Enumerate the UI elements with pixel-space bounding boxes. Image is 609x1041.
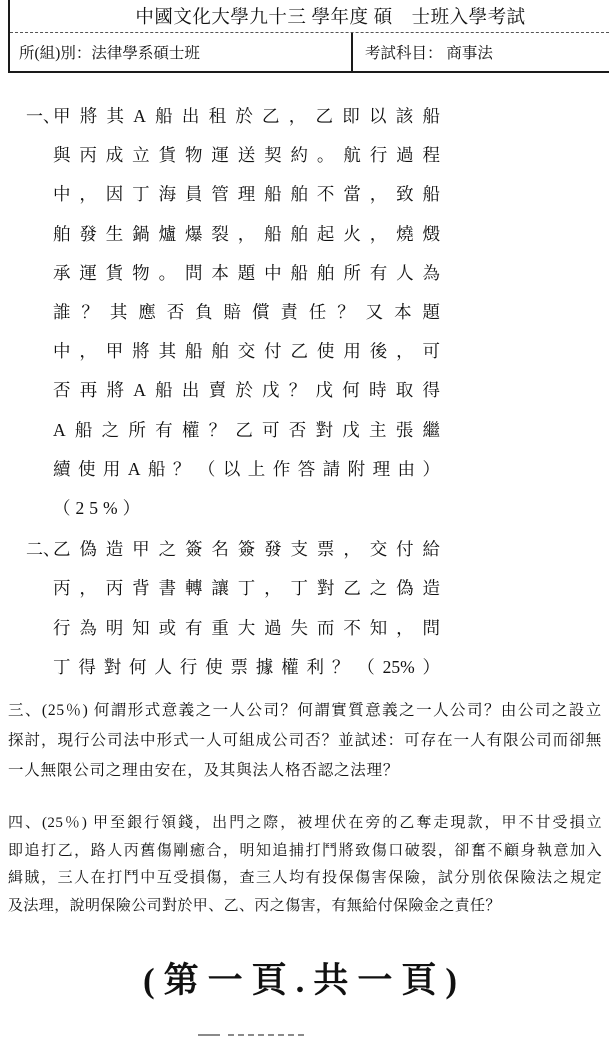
text-line: 探討，現行公司法中形式一人可組成公司否？並試述：可存在一人有限公司而卻無 [8,732,602,750]
question-3 [8,696,602,786]
subject-label: 考試科目： [365,45,443,62]
text-line: 丁得對何人行使票據權利？（25%） [53,656,440,677]
text-line: 四、(25％) 甲至銀行領錢，出門之際，被埋伏在旁的乙奪走現款，甲不甘受損立 [8,815,602,832]
question-1-points: （25%） [53,498,146,519]
text-line: 續使用A船？（以上作答請附理由） [53,458,440,479]
text-line: 緝賊，三人在打鬥中互受損傷，查三人均有投保傷害保險，試分別依保險法之規定 [8,870,602,887]
scan-artifact [228,1034,304,1036]
department-value: 法律學系碩士班 [91,45,200,62]
text-line: 中，因丁海員管理船舶不當，致船 [53,184,440,205]
text-line: 即追打乙，路人丙舊傷剛癒合，明知追捕打鬥將致傷口破裂，卻奮不顧身執意加入 [8,842,602,859]
department-label: 所(組)別： [19,45,92,62]
text-line: A船之所有權？乙可否對戊主張繼 [53,419,440,440]
exam-header-table [8,0,609,73]
department-cell [10,33,353,71]
text-line: 誰？其應否負賠償責任？又本題 [53,302,440,323]
title-row [10,0,609,33]
text-line: 丙，丙背書轉讓丁，丁對乙之偽造 [53,578,440,599]
text-line: 行為明知或有重大過失而不知，問 [53,617,440,638]
question-1-text [53,97,440,528]
text-line: 否再將A船出賣於戊？戊何時取得 [53,380,440,401]
question-1-number: 一、 [26,107,60,126]
question-2-number: 二、 [26,540,60,560]
question-2 [0,530,609,687]
text-line: 與丙成立貨物運送契約。航行過程 [53,145,440,166]
exam-title: 中國文化大學九十三 學年度 碩 士班入學考試 [135,8,526,28]
text-line: 乙偽造甲之簽名簽發支票，交付給 [53,539,440,560]
page-count-note: (第一頁.共一頁) [142,961,467,1001]
question-2-text [53,530,440,687]
text-line: 一人無限公司之理由安在，及其與法人格否認之法理？ [8,762,400,780]
question-4 [8,810,602,920]
text-line: 中，甲將其船舶交付乙使用後，可 [53,341,440,362]
scan-artifact [198,1034,220,1036]
subject-value: 商事法 [446,45,493,62]
question-1 [0,97,609,528]
text-line: 及法理，說明保險公司對於甲、乙、丙之傷害，有無給付保險金之責任？ [8,897,501,914]
text-line: 承運貨物。問本題中船舶所有人為 [53,262,440,283]
header-info-row [10,33,609,73]
text-line: 舶發生鍋爐爆裂，船舶起火，燒燬 [53,223,440,244]
subject-cell [353,33,609,71]
text-line: 三、(25％) 何謂形式意義之一人公司？何謂實質意義之一人公司？由公司之設立 [8,702,602,720]
text-line: 甲將其A船出租於乙，乙即以該船 [53,106,440,126]
